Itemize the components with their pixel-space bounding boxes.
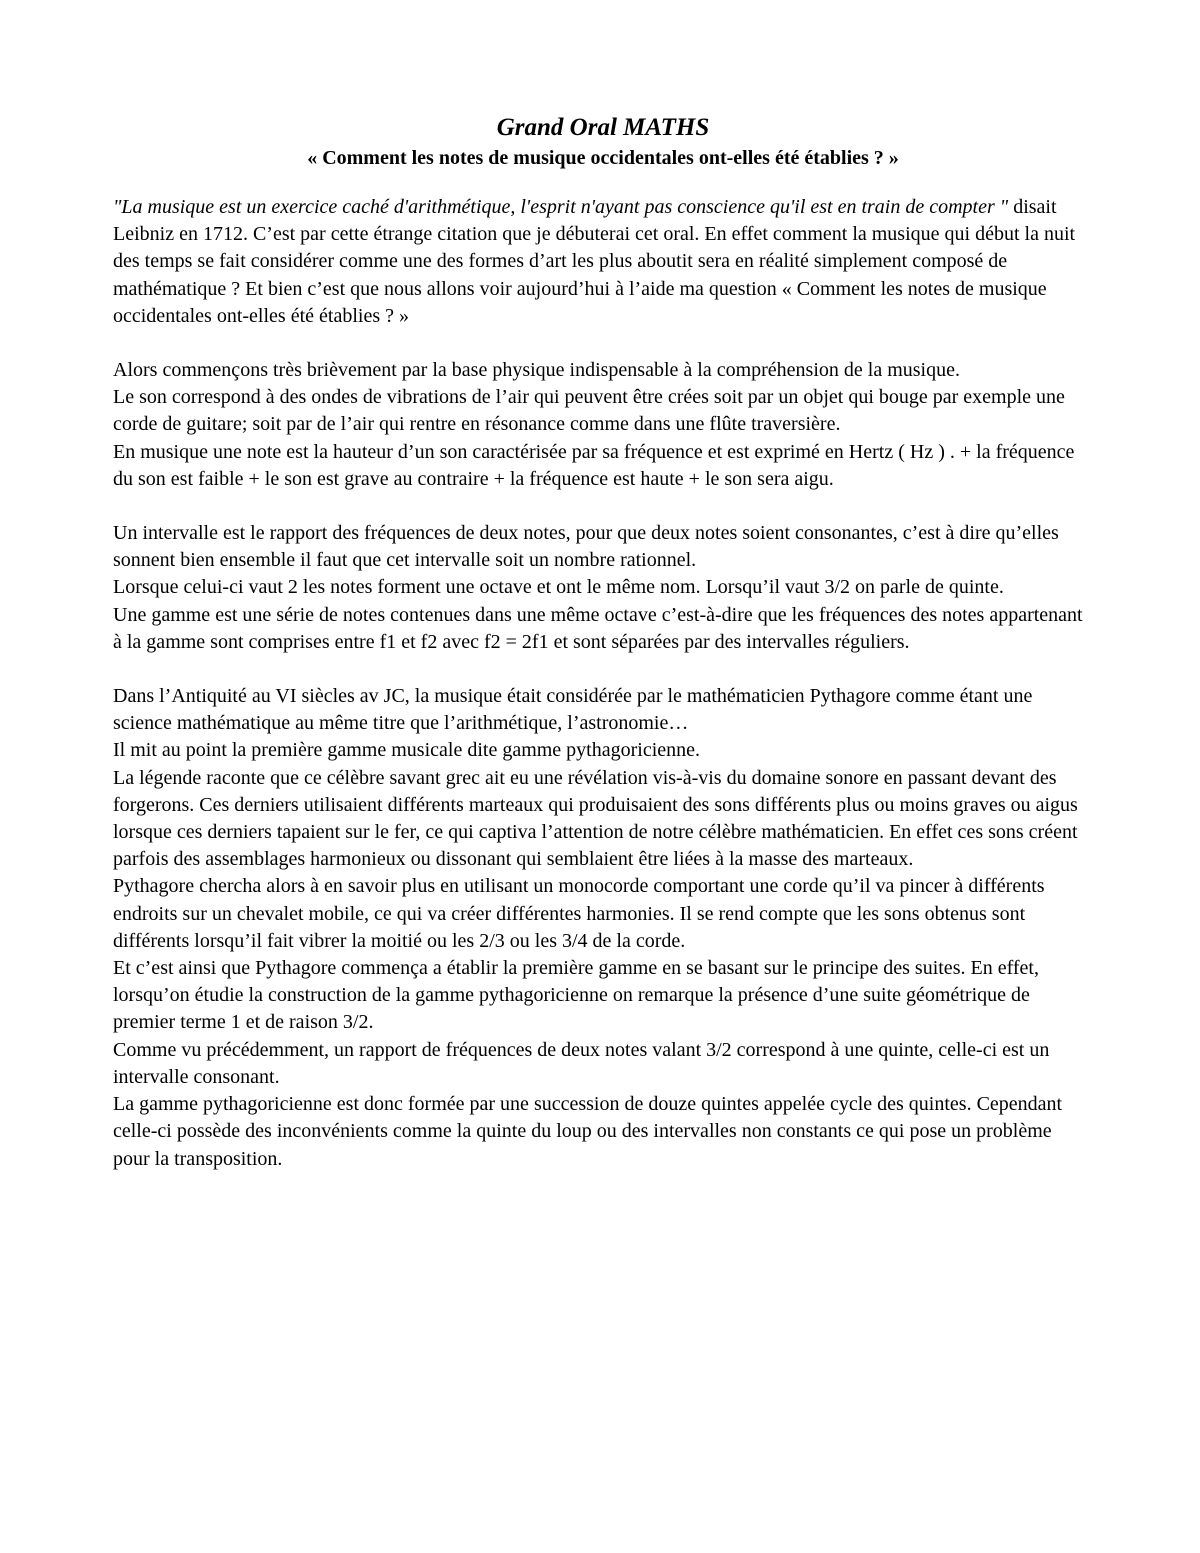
paragraph-gap	[113, 656, 1093, 683]
paragraph: Alors commençons très brièvement par la base physique indispensable à la compréhension de la musique.	[113, 359, 960, 382]
document-page	[113, 112, 1093, 1173]
paragraph: Dans l’Antiquité au VI siècles av JC, la musique était considérée par le mathématicien Pythagore comme étant une science mathématique au même titre que l’arithmétique, l’astronomie…	[113, 685, 1033, 735]
paragraph: Il mit au point la première gamme musicale dite gamme pythagoricienne.	[113, 739, 701, 762]
intro-paragraph	[113, 194, 1093, 330]
paragraph: Et c’est ainsi que Pythagore commença a établir la première gamme en se basant sur le principe des suites. En effet, lorsqu’on étudie la construction de la gamme pythagoricienne on remarque la présence d’une suite géométrique de premier terme 1 et de raison 3/2.	[113, 957, 1039, 1034]
paragraph-gap	[113, 493, 1093, 520]
leibniz-quote: "La musique est un exercice caché d'arithmétique, l'esprit n'ayant pas conscience qu'il est en train de compter "	[113, 196, 1009, 218]
paragraph: Le son correspond à des ondes de vibrations de l’air qui peuvent être crées soit par un objet qui bouge par exemple une corde de guitare; soit par de l’air qui rentre en résonance comme dans une flûte traversière.	[113, 386, 1065, 436]
paragraph: Un intervalle est le rapport des fréquences de deux notes, pour que deux notes soient consonantes, c’est à dire qu’elles sonnent bien ensemble il faut que cet intervalle soit un nombre rationnel.	[113, 522, 1059, 572]
paragraph-gap	[113, 330, 1093, 357]
document-title: Grand Oral MATHS	[496, 114, 710, 141]
paragraph: Pythagore chercha alors à en savoir plus en utilisant un monocorde comportant une corde qu’il va pincer à différents endroits sur un chevalet mobile, ce qui va créer différentes harmonies. Il se rend compte que les sons obtenus sont différents lorsqu’il fait vibrer la moitié ou les 2/3 ou les 3/4 de la corde.	[113, 875, 1045, 952]
paragraph: Lorsque celui-ci vaut 2 les notes forment une octave et ont le même nom. Lorsqu’il vaut 3/2 on parle de quinte.	[113, 576, 1004, 599]
paragraph: La légende raconte que ce célèbre savant grec ait eu une révélation vis-à-vis du domaine sonore en passant devant des forgerons. Ces derniers utilisaient différents marteaux qui produisaient des sons différents plus ou moins graves ou aigus lorsque ces derniers tapaient sur le fer, ce qui captiva l’attention de notre célèbre mathématicien. En effet ces sons créent parfois des assemblages harmonieux ou dissonant qui semblaient être liées à la masse des marteaux.	[113, 766, 1078, 871]
paragraph: La gamme pythagoricienne est donc formée par une succession de douze quintes appelée cycle des quintes. Cependant celle-ci possède des inconvénients comme la quinte du loup ou des intervalles non constants ce qui pose un problème pour la transposition.	[113, 1093, 1063, 1170]
paragraph: En musique une note est la hauteur d’un son caractérisée par sa fréquence et est exprimé en Hertz ( Hz ) . + la fréquence du son est faible + le son est grave au contraire + la fréquence est haute + le son sera aigu.	[113, 440, 1075, 490]
paragraph: Comme vu précédemment, un rapport de fréquences de deux notes valant 3/2 correspond à une quinte, celle-ci est un intervalle consonant.	[113, 1038, 1050, 1088]
paragraph: Une gamme est une série de notes contenues dans une même octave c’est-à-dire que les fréquences des notes appartenant à la gamme sont comprises entre f1 et f2 avec f2 = 2f1 et sont séparées par des intervalles réguliers.	[113, 603, 1083, 653]
intro-text: disait Leibniz en 1712. C’est par cette étrange citation que je débuterai cet oral. En effet comment la musique qui début la nuit des temps se fait considérer comme une des formes d’art les plus aboutit sera en réalité simplement composé de mathématique ? Et bien c’est que nous allons voir aujourd’hui à l’aide ma question « Comment les notes de musique occidentales ont-elles été établies ? »	[113, 196, 1076, 327]
document-subtitle: « Comment les notes de musique occidentales ont-elles été établies ? »	[307, 147, 899, 169]
